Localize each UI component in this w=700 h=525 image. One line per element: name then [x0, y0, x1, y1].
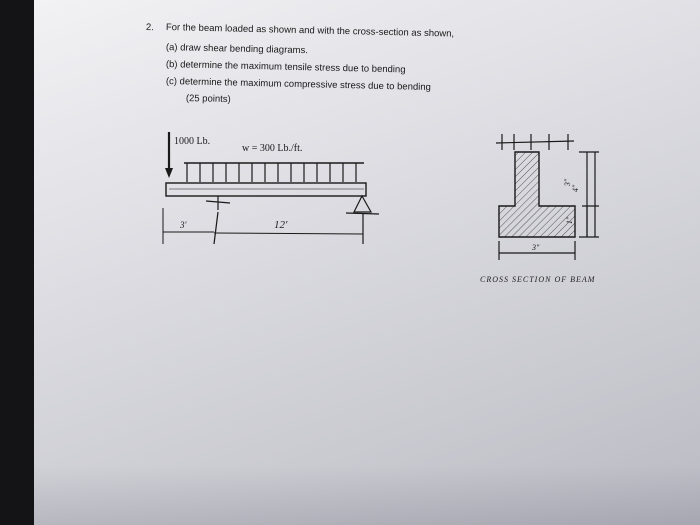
- cross-section-drawing: [496, 134, 599, 260]
- beam-diagram: [34, 0, 700, 525]
- dimension-lines: [163, 208, 363, 244]
- section-dim-width: 3": [532, 243, 540, 252]
- problem-intro: For the beam loaded as shown and with the cross-section as shown,: [165, 22, 455, 40]
- problem-item-a: (a) draw shear bending diagrams.: [165, 42, 309, 57]
- dim-left-label: 3': [180, 220, 187, 230]
- point-load-label: 1000 Lb.: [174, 136, 211, 147]
- point-load-arrowhead: [165, 168, 173, 178]
- problem-points: (25 points): [185, 93, 231, 106]
- section-dim-height-total: 4": [571, 184, 581, 193]
- beam-body: [166, 183, 366, 196]
- section-caption: CROSS SECTION OF BEAM: [480, 275, 596, 284]
- distributed-load-label: w = 300 Lb./ft.: [242, 143, 303, 154]
- problem-item-b: (b) determine the maximum tensile stress due to bending: [165, 59, 406, 76]
- section-dim-flange: 1": [565, 216, 575, 225]
- distributed-load: [184, 163, 364, 182]
- photographed-screen: [34, 0, 700, 525]
- dim-main-label: 12': [274, 219, 288, 231]
- problem-item-c: (c) determine the maximum compressive stress due to bending: [165, 76, 431, 94]
- pin-support: [206, 196, 230, 244]
- problem-number: 2.: [145, 22, 154, 34]
- right-support: [346, 196, 379, 244]
- section-dim-height-inner: 3": [563, 178, 573, 187]
